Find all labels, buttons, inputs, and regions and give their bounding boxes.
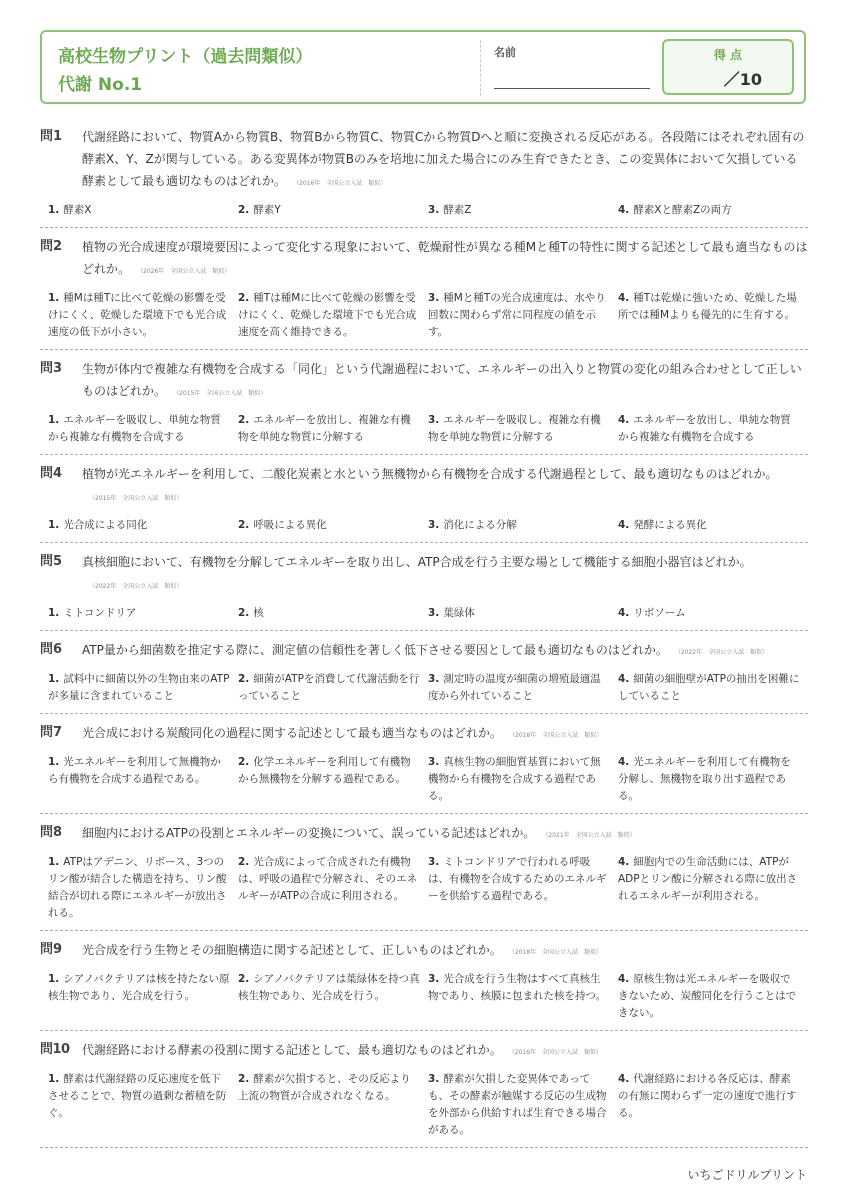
question-text: 代謝経路において、物質Aから物質B、物質Bから物質C、物質Cから物質Dへと順に変換される反応がある。各段階にはそれぞれ固有の酵素X、Y、Zが関与している。ある変異体が物質Bのみを培地に加えた場合にのみ生育できたとき、この変異体において欠損している酵素として最も適切なものはどれか。 xyxy=(82,130,805,188)
header-divider xyxy=(480,40,481,96)
option-text: エネルギーを放出し、複雑な有機物を単純な物質に分解する xyxy=(238,414,411,443)
option-number: 3. xyxy=(428,1073,440,1085)
option-text: 細胞内での生命活動には、ATPがADPとリン酸に分解される際に放出されるエネルギーが利用される。 xyxy=(618,856,798,902)
answer-option[interactable] xyxy=(618,517,808,534)
name-label: 名前 xyxy=(494,46,516,59)
option-number: 4. xyxy=(618,414,630,426)
answer-option[interactable] xyxy=(428,605,618,622)
question-stem xyxy=(40,463,808,510)
option-text: シアノバクテリアは核を持たない原核生物であり、光合成を行う。 xyxy=(48,973,230,1002)
answer-option[interactable] xyxy=(618,854,808,922)
option-number: 4. xyxy=(618,204,630,216)
option-text: ミトコンドリアで行われる呼吸は、有機物を合成するためのエネルギーを供給する過程である。 xyxy=(428,856,607,902)
option-number: 1. xyxy=(48,519,60,531)
question-block xyxy=(40,551,808,631)
answer-options xyxy=(40,405,808,454)
question-text: 光合成を行う生物とその細胞構造に関する記述として、正しいものはどれか。 xyxy=(82,943,502,957)
answer-option[interactable] xyxy=(48,517,238,534)
answer-option[interactable] xyxy=(48,754,238,805)
option-number: 2. xyxy=(238,973,250,985)
question-source: （2022年 全国公立入試 類似） xyxy=(677,649,769,656)
answer-option[interactable] xyxy=(48,412,238,446)
worksheet-title: 高校生物プリント（過去問類似） xyxy=(58,47,313,67)
answer-option[interactable] xyxy=(428,412,618,446)
question-source: （2018年 全国公立入試 類似） xyxy=(511,949,603,956)
option-text: 種Mは種Tに比べて乾燥の影響を受けにくく、乾燥した環境下でも光合成速度の低下が小さい。 xyxy=(48,292,227,338)
question-text: 細胞内におけるATPの役割とエネルギーの変換について、誤っている記述はどれか。 xyxy=(82,826,536,840)
option-text: 発酵による異化 xyxy=(633,519,707,531)
option-number: 3. xyxy=(428,204,440,216)
option-number: 1. xyxy=(48,1073,60,1085)
option-text: 核 xyxy=(253,607,264,619)
option-text: 光エネルギーを利用して無機物から有機物を合成する過程である。 xyxy=(48,756,221,785)
option-number: 3. xyxy=(428,756,440,768)
option-text: 酵素Y xyxy=(253,204,281,216)
option-text: 光合成によって合成された有機物は、呼吸の過程で分解され、そのエネルギーがATPの合成に利用される。 xyxy=(238,856,418,902)
answer-option[interactable] xyxy=(238,202,428,219)
question-source: （2016年 全国公立入試 類似） xyxy=(511,1049,603,1056)
option-number: 2. xyxy=(238,292,250,304)
option-text: ATPはアデニン、リボース、3つのリン酸が結合した構造を持ち、リン酸結合が切れる際にエネルギーが放出される。 xyxy=(48,856,227,919)
question-stem xyxy=(40,722,808,747)
option-text: 種Tは乾燥に強いため、乾燥した場所では種Mよりも優先的に生育する。 xyxy=(618,292,797,321)
option-number: 2. xyxy=(238,673,250,685)
option-number: 1. xyxy=(48,292,60,304)
answer-option[interactable] xyxy=(428,1071,618,1139)
option-number: 4. xyxy=(618,756,630,768)
question-block xyxy=(40,822,808,931)
answer-option[interactable] xyxy=(428,671,618,705)
answer-option[interactable] xyxy=(618,605,808,622)
option-text: 細菌の細胞壁がATPの抽出を困難にしていること xyxy=(618,673,800,702)
answer-option[interactable] xyxy=(48,671,238,705)
option-number: 1. xyxy=(48,856,60,868)
option-number: 3. xyxy=(428,414,440,426)
option-number: 1. xyxy=(48,973,60,985)
answer-option[interactable] xyxy=(48,1071,238,1139)
question-number: 問4 xyxy=(40,466,63,481)
question-text: 真核細胞において、有機物を分解してエネルギーを取り出し、ATP合成を行う主要な場として機能する細胞小器官はどれか。 xyxy=(82,555,752,569)
answer-option[interactable] xyxy=(48,854,238,922)
score-box xyxy=(662,39,794,95)
answer-option[interactable] xyxy=(238,671,428,705)
question-block xyxy=(40,722,808,814)
question-stem xyxy=(40,551,808,598)
option-number: 1. xyxy=(48,756,60,768)
answer-option[interactable] xyxy=(428,517,618,534)
question-source: （2015年 全国公立入試 類似） xyxy=(176,390,267,397)
option-text: 原核生物は光エネルギーを吸収できないため、炭酸同化を行うことはできない。 xyxy=(618,973,797,1019)
answer-option[interactable] xyxy=(238,517,428,534)
option-text: 葉緑体 xyxy=(443,607,475,619)
option-number: 2. xyxy=(238,856,250,868)
question-stem xyxy=(40,1039,808,1064)
option-text: 酵素X xyxy=(63,204,92,216)
answer-option[interactable] xyxy=(238,754,428,805)
question-stem xyxy=(40,822,808,847)
answer-option[interactable] xyxy=(48,202,238,219)
question-block xyxy=(40,463,808,543)
question-source: （2022年 全国公立入試 類似） xyxy=(92,583,183,590)
option-text: 種Mと種Tの光合成速度は、水やり回数に関わらず常に同程度の値を示す。 xyxy=(428,292,606,338)
option-number: 3. xyxy=(428,973,440,985)
option-number: 3. xyxy=(428,673,440,685)
answer-option[interactable] xyxy=(428,754,618,805)
question-list xyxy=(40,126,808,1156)
option-number: 4. xyxy=(618,856,630,868)
question-source: （2021年 全国公立入試 類似） xyxy=(545,832,636,839)
option-text: 種Tは種Mに比べて乾燥の影響を受けにくく、乾燥した環境下でも光合成速度を高く維持できる。 xyxy=(238,292,417,338)
answer-options xyxy=(40,964,808,1030)
option-number: 4. xyxy=(618,292,630,304)
answer-option[interactable] xyxy=(618,754,808,805)
option-text: ミトコンドリア xyxy=(63,607,137,619)
score-total: ／10 xyxy=(723,70,762,89)
option-text: 細菌がATPを消費して代謝活動を行っていること xyxy=(238,673,420,702)
worksheet-subtitle: 代謝 No.1 xyxy=(58,75,143,95)
option-text: 酵素Xと酵素Zの両方 xyxy=(633,204,732,216)
answer-option[interactable] xyxy=(618,671,808,705)
question-block xyxy=(40,236,808,350)
question-number: 問2 xyxy=(40,239,63,254)
answer-option[interactable] xyxy=(618,1071,808,1139)
question-stem xyxy=(40,236,808,283)
question-number: 問1 xyxy=(40,129,63,144)
option-number: 4. xyxy=(618,1073,630,1085)
question-block xyxy=(40,939,808,1031)
question-number: 問7 xyxy=(40,725,63,740)
answer-option[interactable] xyxy=(428,971,618,1022)
option-number: 3. xyxy=(428,607,440,619)
answer-options xyxy=(40,747,808,813)
answer-option[interactable] xyxy=(238,854,428,922)
option-number: 1. xyxy=(48,414,60,426)
answer-option[interactable] xyxy=(48,290,238,341)
option-number: 1. xyxy=(48,673,60,685)
option-text: エネルギーを吸収し、単純な物質から複雑な有機物を合成する xyxy=(48,414,221,443)
question-block xyxy=(40,1039,808,1148)
question-number: 問5 xyxy=(40,554,63,569)
answer-option[interactable] xyxy=(48,971,238,1022)
option-text: 酵素が欠損すると、その反応より上流の物質が合成されなくなる。 xyxy=(238,1073,411,1102)
question-source: （2026年 全国公立入試 類似） xyxy=(140,268,231,275)
option-number: 2. xyxy=(238,519,250,531)
question-text: 植物が光エネルギーを利用して、二酸化炭素と水という無機物から有機物を合成する代謝過程として、最も適切なものはどれか。 xyxy=(82,467,778,481)
option-text: シアノバクテリアは葉緑体を持つ真核生物であり、光合成を行う。 xyxy=(238,973,420,1002)
question-stem xyxy=(40,639,808,664)
option-text: 代謝経路における各反応は、酵素の有無に関わらず一定の速度で進行する。 xyxy=(618,1073,797,1119)
option-text: リボソーム xyxy=(633,607,686,619)
option-number: 1. xyxy=(48,204,60,216)
answer-option[interactable] xyxy=(238,290,428,341)
answer-options xyxy=(40,598,808,630)
question-block xyxy=(40,639,808,714)
answer-option[interactable] xyxy=(238,412,428,446)
option-text: 光合成による同化 xyxy=(63,519,148,531)
answer-option[interactable] xyxy=(48,605,238,622)
option-text: エネルギーを放出し、単純な物質から複雑な有機物を合成する xyxy=(618,414,791,443)
option-number: 3. xyxy=(428,292,440,304)
option-text: 消化による分解 xyxy=(443,519,517,531)
option-number: 1. xyxy=(48,607,60,619)
question-text: 生物が体内で複雑な有機物を合成する「同化」という代謝過程において、エネルギーの出入りと物質の変化の組み合わせとして正しいものはどれか。 xyxy=(82,362,802,398)
answer-options xyxy=(40,195,808,227)
option-text: 光合成を行う生物はすべて真核生物であり、核膜に包まれた核を持つ。 xyxy=(428,973,607,1002)
option-text: 試料中に細菌以外の生物由来のATPが多量に含まれていること xyxy=(48,673,230,702)
option-number: 4. xyxy=(618,607,630,619)
footer-brand: いちごドリルプリント xyxy=(687,1168,807,1182)
option-number: 2. xyxy=(238,204,250,216)
answer-option[interactable] xyxy=(618,202,808,219)
question-text: ATP量から細菌数を推定する際に、測定値の信頼性を著しく低下させる要因として最も適切なものはどれか。 xyxy=(82,643,668,657)
score-label: 得 点 xyxy=(713,48,743,62)
question-number: 問3 xyxy=(40,361,63,376)
option-number: 3. xyxy=(428,519,440,531)
option-text: 酵素Z xyxy=(443,204,472,216)
option-text: 光エネルギーを利用して有機物を分解し、無機物を取り出す過程である。 xyxy=(618,756,791,802)
option-number: 2. xyxy=(238,607,250,619)
answer-option[interactable] xyxy=(618,290,808,341)
question-source: （2016年 全国公立入試 類似） xyxy=(296,180,387,187)
answer-option[interactable] xyxy=(428,854,618,922)
option-text: 呼吸による異化 xyxy=(253,519,327,531)
question-text: 光合成における炭酸同化の過程に関する記述として最も適当なものはどれか。 xyxy=(82,726,503,740)
option-number: 2. xyxy=(238,414,250,426)
question-number: 問8 xyxy=(40,825,63,840)
option-text: 測定時の温度が細菌の増殖最適温度から外れていること xyxy=(428,673,601,702)
option-number: 4. xyxy=(618,973,630,985)
option-number: 3. xyxy=(428,856,440,868)
answer-option[interactable] xyxy=(428,202,618,219)
question-text: 代謝経路における酵素の役割に関する記述として、最も適切なものはどれか。 xyxy=(82,1043,502,1057)
answer-option[interactable] xyxy=(618,412,808,446)
option-text: 真核生物の細胞質基質において無機物から有機物を合成する過程である。 xyxy=(428,756,601,802)
question-block xyxy=(40,126,808,228)
answer-options xyxy=(40,510,808,542)
question-number: 問10 xyxy=(40,1042,70,1057)
answer-options xyxy=(40,1064,808,1147)
option-number: 2. xyxy=(238,1073,250,1085)
answer-option[interactable] xyxy=(618,971,808,1022)
name-field[interactable] xyxy=(494,88,650,89)
answer-options xyxy=(40,847,808,930)
answer-option[interactable] xyxy=(238,605,428,622)
option-text: 酵素が欠損した変異体であっても、その酵素が触媒する反応の生成物を外部から供給すれば生育できる場合がある。 xyxy=(428,1073,607,1136)
option-text: 酵素は代謝経路の反応速度を低下させることで、物質の過剰な蓄積を防ぐ。 xyxy=(48,1073,227,1119)
worksheet-header xyxy=(40,30,806,104)
question-block xyxy=(40,358,808,455)
question-stem xyxy=(40,126,808,195)
answer-option[interactable] xyxy=(428,290,618,341)
option-number: 4. xyxy=(618,519,630,531)
option-number: 2. xyxy=(238,756,250,768)
question-text: 植物の光合成速度が環境要因によって変化する現象において、乾燥耐性が異なる種Mと種Tの特性に関する記述として最も適当なものはどれか。 xyxy=(82,240,808,276)
option-number: 4. xyxy=(618,673,630,685)
question-number: 問6 xyxy=(40,642,63,657)
answer-options xyxy=(40,664,808,713)
option-text: エネルギーを吸収し、複雑な有機物を単純な物質に分解する xyxy=(428,414,601,443)
question-number: 問9 xyxy=(40,942,63,957)
answer-options xyxy=(40,283,808,349)
question-stem xyxy=(40,358,808,405)
question-source: （2018年 全国公立入試 類似） xyxy=(512,732,603,739)
option-text: 化学エネルギーを利用して有機物から無機物を分解する過程である。 xyxy=(238,756,411,785)
answer-option[interactable] xyxy=(238,1071,428,1139)
question-stem xyxy=(40,939,808,964)
question-source: （2015年 全国公立入試 類似） xyxy=(92,495,183,502)
answer-option[interactable] xyxy=(238,971,428,1022)
